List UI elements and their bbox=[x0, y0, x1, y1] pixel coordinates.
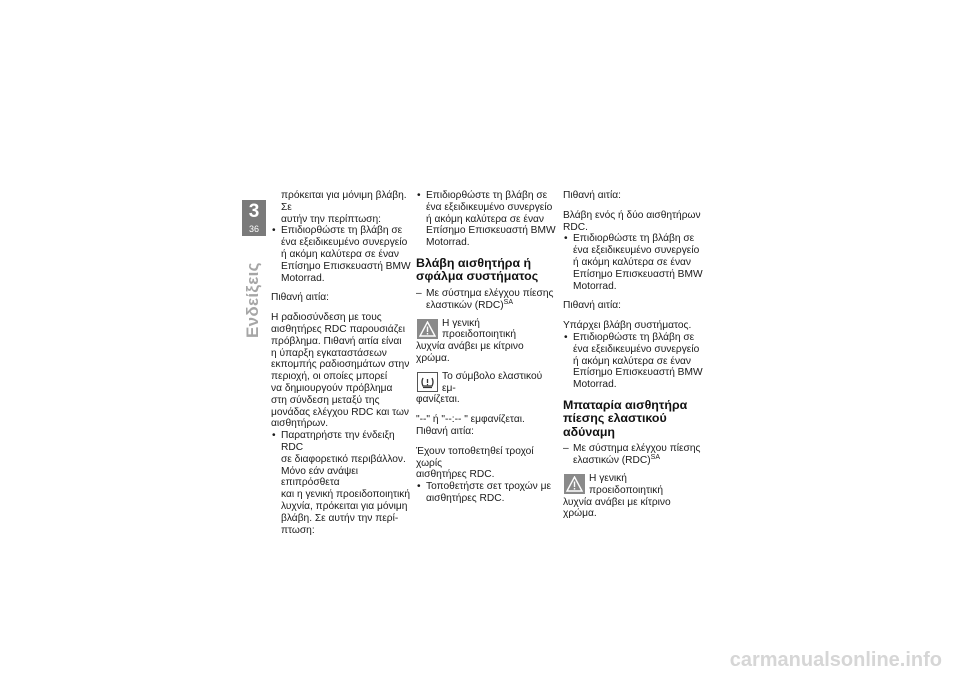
text-line: λυχνία ανάβει με κίτρινο bbox=[563, 496, 671, 508]
text-line: Επίσημο Επισκευαστή BMW bbox=[573, 367, 703, 379]
text-line: λυχνία ανάβει με κίτρινο bbox=[416, 341, 524, 353]
text-line: αυτήν την περίπτωση: bbox=[281, 213, 381, 225]
text-line: ένα εξειδικευμένο συνεργείο bbox=[573, 343, 700, 355]
text-line: Motorrad. bbox=[281, 272, 325, 284]
cause-label: Πιθανή αιτία: bbox=[563, 190, 621, 201]
heading-line: πίεσης ελαστικού bbox=[563, 411, 667, 426]
text-line: στη σύνδεση μεταξύ της bbox=[271, 394, 380, 406]
text-line: – Με σύστημα ελέγχου πίεσης bbox=[426, 287, 554, 299]
bullet-item bbox=[416, 481, 556, 505]
text-line: ένα εξειδικευμένο συνεργείο bbox=[281, 237, 408, 249]
bullet-item bbox=[563, 332, 703, 391]
text-line: Motorrad. bbox=[426, 237, 470, 249]
text-line: μονάδας ελέγχου RDC και των bbox=[271, 406, 410, 418]
chapter-marker bbox=[242, 200, 266, 236]
text-line: – Με σύστημα ελέγχου πίεσης bbox=[573, 443, 701, 455]
text-line: Motorrad. bbox=[573, 379, 617, 391]
heading-line: Βλάβη αισθητήρα ή bbox=[416, 255, 532, 270]
column-1 bbox=[271, 190, 411, 536]
sa-marker: SA bbox=[650, 454, 660, 462]
text-line: η ύπαρξη εγκαταστάσεων bbox=[271, 347, 387, 359]
chapter-number: 3 bbox=[248, 201, 260, 222]
text-line: πτωση: bbox=[281, 524, 315, 536]
warning-triangle-icon bbox=[564, 474, 585, 494]
text-line: σε διαφορετικό περιβάλλον. bbox=[281, 453, 406, 465]
text-line: • Παρατηρήστε την ένδειξη RDC bbox=[281, 430, 395, 453]
warning-row bbox=[563, 473, 703, 520]
text-line: • Επιδιορθώστε τη βλάβη σε bbox=[573, 331, 695, 343]
text-line: Επίσημο Επισκευαστή BMW bbox=[573, 268, 703, 280]
display-text: "--" ή "--:-- " εμφανίζεται. bbox=[416, 414, 525, 426]
text-line: βλάβη. Σε αυτήν την περί- bbox=[281, 512, 399, 524]
sa-marker: SA bbox=[503, 298, 513, 306]
cause-label: Πιθανή αιτία: bbox=[271, 292, 329, 304]
text-span: ελαστικών (RDC) bbox=[426, 299, 504, 311]
text-line: και η γενική προειδοποιητική bbox=[281, 489, 411, 501]
condition-item bbox=[416, 288, 556, 312]
bullet-item bbox=[563, 233, 703, 292]
page-number: 36 bbox=[248, 224, 259, 234]
text-line: αισθητήρες RDC παρουσιάζει bbox=[271, 323, 405, 335]
text-line: αισθητήρων. bbox=[271, 418, 329, 430]
text-line: αισθητήρες RDC. bbox=[416, 469, 495, 481]
cause-text bbox=[563, 210, 703, 234]
text-line: Το σύμβολο ελαστικού εμ- bbox=[442, 370, 543, 394]
cause-label: Πιθανή αιτία: bbox=[416, 425, 474, 437]
text-line: • Τοποθετήστε σετ τροχών με bbox=[426, 481, 552, 493]
heading-line: αδύναμη bbox=[563, 424, 616, 439]
text-line: ένα εξειδικευμένο συνεργείο bbox=[426, 201, 553, 213]
text-span: ελαστικών (RDC) bbox=[573, 455, 651, 467]
text-line: αισθητήρες RDC. bbox=[426, 492, 505, 504]
section-heading bbox=[563, 399, 703, 440]
text-line: • Επιδιορθώστε τη βλάβη σε bbox=[281, 225, 403, 237]
text-line: ένα εξειδικευμένο συνεργείο bbox=[573, 245, 700, 257]
section-heading bbox=[416, 257, 556, 284]
cause-label: Πιθανή αιτία: bbox=[563, 300, 621, 312]
tyre-pressure-icon bbox=[417, 372, 438, 392]
text-line: Βλάβη ενός ή δύο αισθητήρων bbox=[563, 209, 701, 221]
column-2 bbox=[416, 190, 556, 505]
cause-text bbox=[271, 312, 411, 430]
heading-line: σφάλμα συστήματος bbox=[416, 269, 539, 284]
text-line: ή ακόμη καλύτερα σε έναν bbox=[573, 355, 692, 367]
text-line: • Επιδιορθώστε τη βλάβη σε bbox=[573, 233, 695, 245]
warning-triangle-icon bbox=[417, 319, 438, 339]
text-line: πρόβλημα. Πιθανή αιτία είναι bbox=[271, 335, 402, 347]
text-line: Η γενική προειδοποιητική bbox=[589, 473, 664, 496]
bullet-item bbox=[416, 190, 556, 249]
text-line: ή ακόμη καλύτερα σε έναν bbox=[573, 256, 692, 268]
text-line: πρόκειται για μόνιμη βλάβη. Σε bbox=[281, 190, 407, 213]
column-3 bbox=[563, 190, 703, 520]
text-line: περιοχή, οι οποίες μπορεί bbox=[271, 371, 388, 383]
text-line: ή ακόμη καλύτερα σε έναν bbox=[281, 248, 400, 260]
text-line: Η γενική προειδοποιητική bbox=[442, 317, 517, 341]
text-line bbox=[426, 300, 556, 312]
text-line: Μόνο εάν ανάψει επιπρόσθετα bbox=[281, 465, 359, 489]
text-line: ή ακόμη καλύτερα σε έναν bbox=[426, 213, 545, 225]
text-line: Motorrad. bbox=[573, 280, 617, 292]
warning-row bbox=[416, 318, 556, 365]
text-line: RDC. bbox=[563, 221, 588, 233]
watermark: carmanualsonline.info bbox=[729, 649, 942, 671]
condition-item bbox=[563, 443, 703, 467]
tyre-row bbox=[416, 371, 556, 406]
heading-line: Μπαταρία αισθητήρα bbox=[563, 397, 688, 412]
text-line: λυχνία, πρόκειται για μόνιμη bbox=[281, 500, 408, 512]
text-line: • Επιδιορθώστε τη βλάβη σε bbox=[426, 190, 548, 201]
text-line: να δημιουργούν πρόβλημα bbox=[271, 382, 393, 394]
text-line: Η ραδιοσύνδεση με τους bbox=[271, 312, 382, 324]
text-line: Υπάρχει βλάβη συστήματος. bbox=[563, 320, 692, 332]
bullet-item bbox=[271, 430, 411, 536]
text-line: φανίζεται. bbox=[416, 394, 460, 406]
section-label: Ενδείξεις bbox=[243, 262, 262, 338]
text-line: Επίσημο Επισκευαστή BMW bbox=[281, 260, 411, 272]
text-line: χρώμα. bbox=[563, 508, 597, 520]
text-line: εκπομπής ραδιοσημάτων στην bbox=[271, 359, 410, 371]
bullet-item bbox=[271, 225, 411, 284]
text-line: χρώμα. bbox=[416, 352, 450, 364]
text-line: Έχουν τοποθετηθεί τροχοί χωρίς bbox=[416, 445, 534, 469]
text-line bbox=[573, 455, 703, 467]
text-line: Επίσημο Επισκευαστή BMW bbox=[426, 225, 556, 237]
cause-text bbox=[416, 446, 556, 481]
